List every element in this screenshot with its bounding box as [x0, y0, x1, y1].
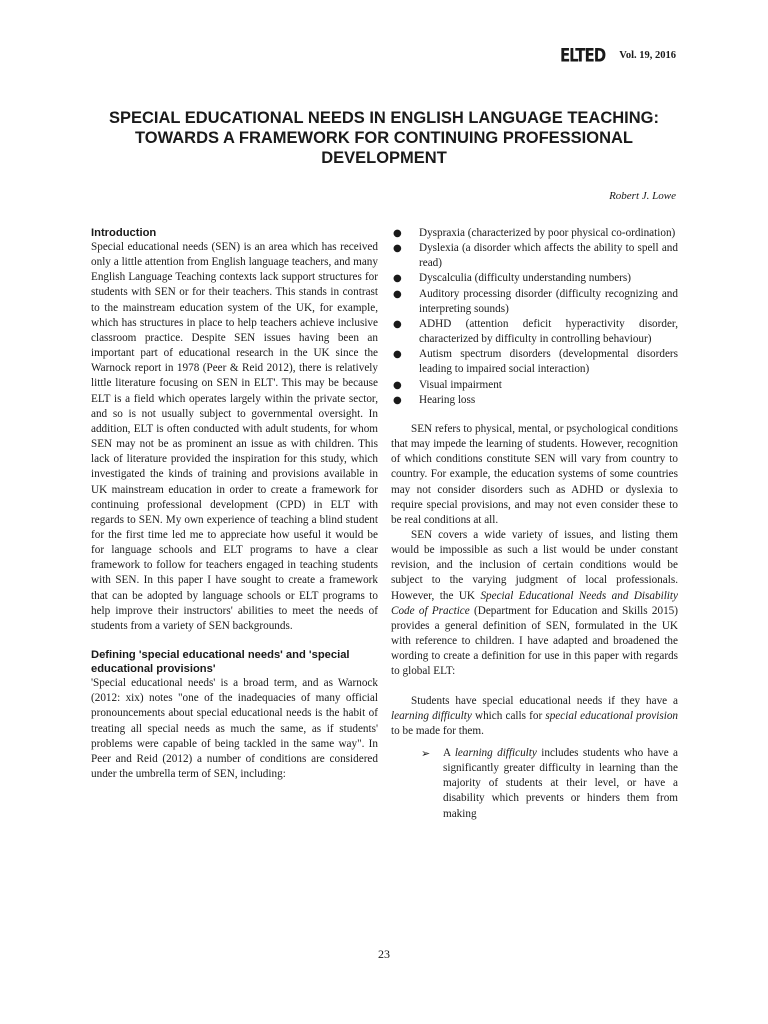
definition-arrow-item: ➢ A learning difficulty includes students who have a significantly greater difficulty in learning than the majority of students at their level, or have a disability which prevents or hinders them from making — [421, 747, 678, 820]
term-special-educational-provision: special educational provision — [545, 709, 679, 722]
author-name: Robert J. Lowe — [609, 190, 676, 202]
spacer — [391, 680, 678, 694]
term-learning-difficulty: learning difficulty — [391, 709, 472, 722]
journal-logo: ELTED — [559, 43, 606, 67]
left-column — [91, 226, 378, 782]
list-item: ● Autism spectrum disorders (developmental disorders leading to impaired social interaction) — [391, 347, 678, 377]
sen-refers-paragraph: SEN refers to physical, mental, or psychological conditions that may impede the learning of students. However, recognition of which conditions constitute SEN will vary from country to country. For example, the education systems of some countries may not consider disorders such as ADHD or dyslexia to require special provisions, and may not even consider these to be real conditions at all. — [391, 422, 678, 526]
sen-covers-paragraph: SEN covers a wide variety of issues, and listing them would be impossible as such a list would be under constant revision, and the inclusion of certain conditions would be subject to the varying judgment of local professionals. However, the UK Special Educational Needs and Disability Code of Practice (Department for Education and Skills 2015) provides a general definition of SEN, formulated in the UK with reference to children. I have adapted and broadened the wording to create a definition for use in this paper with regards to global ELT: — [391, 528, 679, 678]
list-item: ● ADHD (attention deficit hyperactivity disorder, characterized by difficulty in controlling behaviour) — [391, 317, 678, 347]
list-item: ● Dyspraxia (characterized by poor physical co-ordination) — [391, 226, 678, 241]
spacer — [391, 408, 678, 422]
code-of-practice-title: Special Educational Needs and Disability Code of Practice — [391, 589, 678, 617]
list-item: ● Hearing loss — [391, 393, 678, 408]
defining-paragraph: 'Special educational needs' is a broad term, and as Warnock (2012: xix) notes "one of the inadequacies of many official pronouncements about special educational needs is the habit of treating all special needs as much the same, as if students' problems were capable of being tackled in the same way". In Peer and Reid (2012) a number of conditions are considered under the umbrella term of SEN, including: — [91, 677, 378, 780]
term-learning-difficulty: learning difficulty — [454, 747, 537, 759]
section-heading-defining: Defining 'special educational needs' and 'special educational provisions' — [91, 649, 350, 676]
section-heading-introduction: Introduction — [91, 227, 157, 239]
sen-conditions-list — [391, 226, 678, 408]
introduction-paragraph: Special educational needs (SEN) is an area which has received only a little attention from English language teachers, and many English Language Teaching contexts lack support structures for students with SEN or for their teachers. This stands in contrast to the mainstream education system of the UK, for example, which has structures in place to help teachers achieve inclusive classroom practice. Despite SEN issues having been an important part of educational research in the UK since the Warnock report in 1978 (Peer & Reid 2012), there is relatively little literature focusing on SEN in ELT'. This may be because ELT is a field which operates largely within the private sector, and so is not usually subject to governmental oversight. In addition, ELT is often conducted with adult students, for whom SEN may not be as prominent an issue as with children. This lack of literature provided the inspiration for this study, which investigated the kinds of training and provisions available in UK mainstream education in order to create a framework for continuing professional development (CPD) in ELT with regards to SEN. My own experience of teaching a blind student for the first time led me to appreciate how useful it would be for language schools and ELT programs to have a clear framework to follow for teachers engaged in teaching students with SEN. In this paper I have sought to create a framework that can be adopted by language schools or ELT programs to help improve their instructors' abilities to meet the needs of students from a variety of SEN backgrounds. — [91, 241, 378, 632]
list-item: ● Dyscalculia (difficulty understanding numbers) — [391, 271, 678, 286]
paper-title: SPECIAL EDUCATIONAL NEEDS IN ENGLISH LANGUAGE TEACHING: TOWARDS A FRAMEWORK FOR CONTINUING PROFESSIONAL DEVELOPMENT — [108, 109, 660, 167]
page-header — [559, 43, 676, 67]
list-item: ● Visual impairment — [391, 378, 678, 393]
definition-paragraph: Students have special educational needs if they have a learning difficulty which calls for special educational provision to be made for them. — [391, 694, 679, 737]
arrow-bullet-icon: ➢ — [421, 747, 431, 760]
page-number: 23 — [378, 947, 390, 961]
spacer — [91, 634, 378, 648]
volume-label: Vol. 19, 2016 — [619, 49, 676, 61]
list-item: ● Dyslexia (a disorder which affects the ability to spell and read) — [391, 241, 678, 271]
list-item: ● Auditory processing disorder (difficulty recognizing and interpreting sounds) — [391, 287, 678, 317]
spacer — [391, 739, 678, 746]
right-column — [391, 226, 678, 822]
